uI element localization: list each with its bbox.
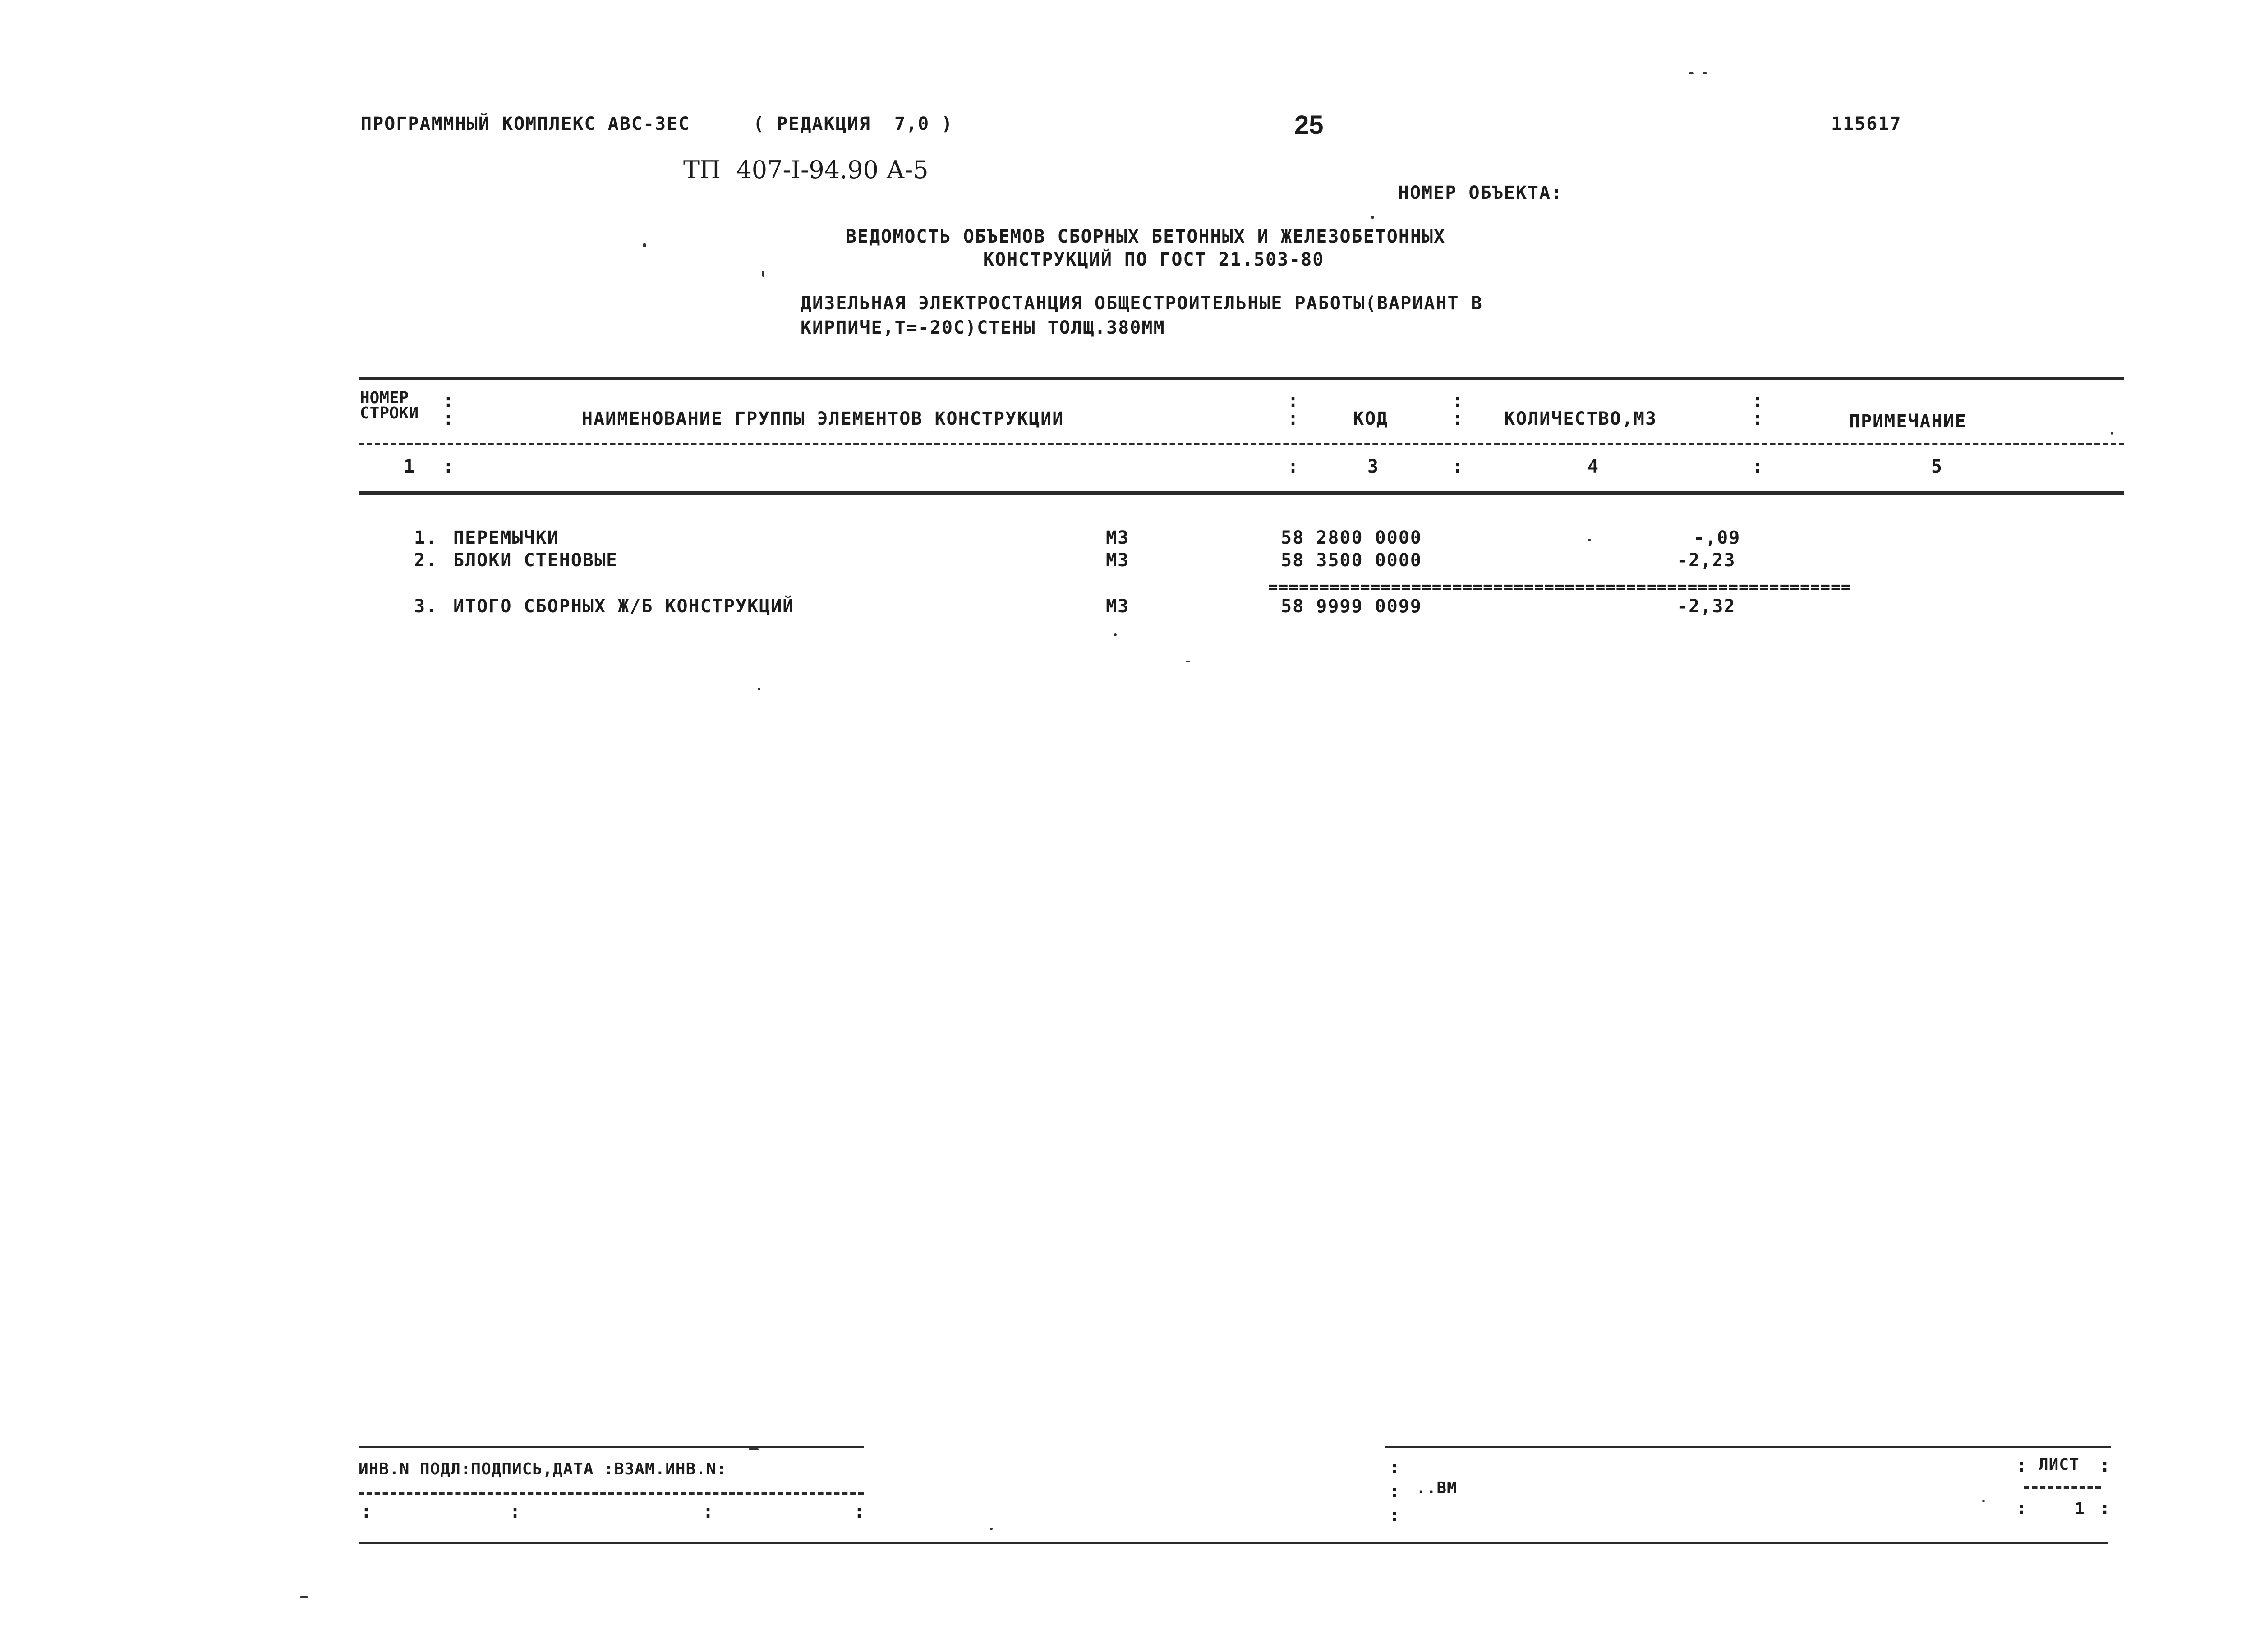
- total-quantity: -2,32: [1677, 596, 1736, 617]
- column-divider: :: [2016, 1455, 2027, 1476]
- row-number: 3.: [414, 596, 438, 617]
- row-name: ПЕРЕМЫЧКИ: [453, 528, 559, 548]
- column-divider: :: [1452, 390, 1463, 411]
- column-divider: :: [1452, 408, 1463, 429]
- row-name: БЛОКИ СТЕНОВЫЕ: [453, 550, 618, 571]
- row-number: 1.: [414, 528, 438, 548]
- column-divider: :: [443, 456, 454, 477]
- column-divider: :: [361, 1501, 372, 1522]
- scan-speck: [758, 688, 760, 690]
- column-divider: :: [1752, 456, 1763, 477]
- column-divider: :: [1389, 1505, 1400, 1526]
- column-divider: :: [1288, 456, 1299, 477]
- column-divider: :: [1389, 1481, 1400, 1502]
- column-divider: :: [510, 1501, 521, 1522]
- header-note: ПРИМЕЧАНИЕ: [1849, 411, 1967, 432]
- row-unit: М3: [1106, 528, 1130, 548]
- stamp-rule: [1385, 1446, 2111, 1448]
- column-divider: :: [2016, 1498, 2027, 1519]
- column-divider: :: [1389, 1457, 1400, 1478]
- header-row-number-line-2: СТРОКИ: [360, 404, 419, 422]
- stamp-labels: ИНВ.N ПОДЛ:ПОДПИСЬ,ДАТА :ВЗАМ.ИНВ.N:: [359, 1460, 727, 1478]
- column-divider: :: [443, 408, 454, 429]
- footer-bottom-rule: [359, 1542, 2108, 1544]
- total-separator: =========================================================: [1268, 578, 1851, 597]
- tp-number: ТП 407-I-94.90 А-5: [683, 156, 929, 184]
- column-divider: :: [1452, 456, 1463, 477]
- row-code: 58 3500 0000: [1281, 550, 1422, 571]
- column-divider: :: [1288, 408, 1299, 429]
- row-unit: М3: [1106, 596, 1130, 617]
- column-number: 1: [404, 456, 416, 477]
- column-divider: :: [1752, 390, 1763, 411]
- table-top-rule: [359, 377, 2124, 380]
- column-divider: :: [703, 1501, 714, 1522]
- scan-speck: [1588, 539, 1591, 541]
- column-number: 4: [1588, 456, 1600, 477]
- header-row-number-line-1: НОМЕР: [360, 389, 409, 407]
- column-divider: :: [2099, 1455, 2111, 1476]
- scan-speck: [1703, 72, 1707, 74]
- scan-speck: [643, 243, 646, 247]
- row-code: 58 2800 0000: [1281, 528, 1422, 548]
- column-divider: :: [2099, 1498, 2111, 1519]
- scan-speck: [1114, 633, 1117, 636]
- stamp-rule: [359, 1446, 864, 1448]
- header-bottom-rule: [359, 491, 2124, 495]
- stamp-rule: [359, 1492, 864, 1495]
- scan-speck: [1689, 72, 1694, 74]
- header-quantity: КОЛИЧЕСТВО,М3: [1504, 408, 1657, 429]
- object-number-label: НОМЕР ОБЪЕКТА:: [1398, 183, 1563, 203]
- scan-speck: [1371, 216, 1374, 219]
- subtitle-line-1: ДИЗЕЛЬНАЯ ЭЛЕКТРОСТАНЦИЯ ОБЩЕСТРОИТЕЛЬНЫЕ РАБОТЫ(ВАРИАНТ В: [801, 293, 1483, 314]
- total-name: ИТОГО СБОРНЫХ Ж/Б КОНСТРУКЦИЙ: [453, 596, 795, 617]
- column-divider: :: [443, 390, 454, 411]
- row-quantity: -2,23: [1677, 550, 1736, 571]
- row-number: 2.: [414, 550, 438, 571]
- title-line-2: КОНСТРУКЦИЙ ПО ГОСТ 21.503-80: [983, 249, 1325, 270]
- scan-speck: [990, 1528, 993, 1530]
- scan-speck: [1982, 1500, 1985, 1502]
- scan-speck: [749, 1448, 759, 1450]
- row-quantity: -,09: [1694, 528, 1741, 548]
- program-name: ПРОГРАММНЫЙ КОМПЛЕКС АВС-3ЕС: [361, 114, 690, 134]
- header-code: КОД: [1353, 408, 1389, 429]
- edition-label: ( РЕДАКЦИЯ 7,0 ): [753, 114, 953, 134]
- sheet-label: ЛИСТ: [2039, 1455, 2080, 1474]
- column-divider: :: [854, 1501, 865, 1522]
- header-row-number: [360, 390, 419, 421]
- column-number: 5: [1931, 456, 1943, 477]
- page-number: 25: [1294, 110, 1324, 140]
- column-divider: :: [1288, 390, 1299, 411]
- row-code: 58 9999 0099: [1281, 596, 1422, 617]
- header-rule: [359, 443, 2124, 445]
- column-divider: :: [1752, 408, 1763, 429]
- scan-speck: [300, 1596, 308, 1598]
- subtitle-line-2: КИРПИЧЕ,Т=-20С)СТЕНЫ ТОЛЩ.380ММ: [801, 317, 1165, 338]
- scan-speck: [1186, 661, 1190, 662]
- row-unit: М3: [1106, 550, 1130, 571]
- header-name: НАИМЕНОВАНИЕ ГРУППЫ ЭЛЕМЕНТОВ КОНСТРУКЦИИ: [582, 408, 1064, 429]
- column-number: 3: [1367, 456, 1380, 477]
- title-line-1: ВЕДОМОСТЬ ОБЪЕМОВ СБОРНЫХ БЕТОННЫХ И ЖЕЛЕЗОБЕТОННЫХ: [846, 226, 1446, 247]
- vm-label: ..ВМ: [1416, 1479, 1457, 1497]
- sheet-number: 1: [2075, 1500, 2085, 1518]
- stamp-rule: [2024, 1486, 2101, 1489]
- scan-speck: [2111, 432, 2113, 435]
- document-code: 115617: [1831, 114, 1902, 134]
- scan-speck: [762, 271, 764, 277]
